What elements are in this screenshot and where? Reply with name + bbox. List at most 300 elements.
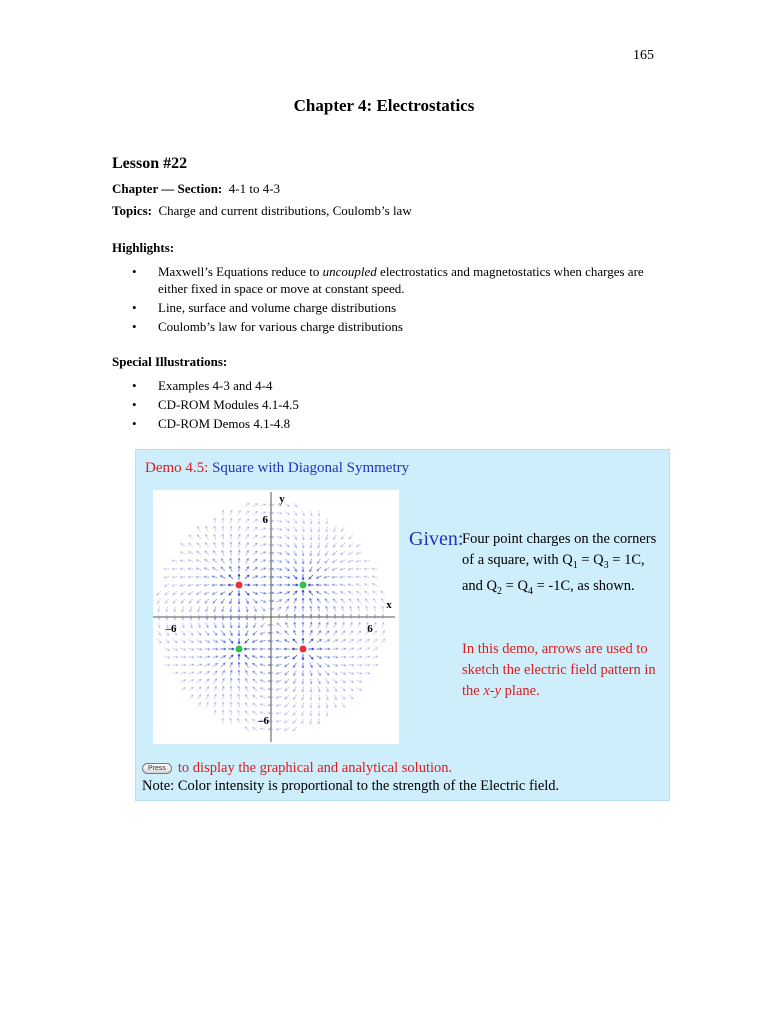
field-arrow <box>181 631 184 635</box>
field-arrow <box>246 567 249 572</box>
field-arrow <box>238 630 240 635</box>
field-arrow <box>238 574 240 579</box>
field-arrow <box>334 702 336 707</box>
highlight-item-3: Coulomb’s law for various charge distributions <box>158 319 403 334</box>
field-arrow <box>356 664 361 666</box>
field-arrow <box>197 535 200 539</box>
field-arrow <box>293 519 296 523</box>
field-arrow <box>165 584 170 587</box>
field-arrow <box>340 576 345 578</box>
field-arrow <box>222 542 224 547</box>
field-arrow <box>341 687 345 691</box>
field-arrow <box>332 568 337 570</box>
field-arrow <box>196 664 201 666</box>
field-arrow <box>180 664 185 666</box>
field-arrow <box>188 664 193 666</box>
field-arrow <box>230 718 232 723</box>
field-arrow <box>332 656 337 658</box>
field-arrow <box>277 623 281 627</box>
field-arrow <box>302 678 304 683</box>
field-arrow <box>198 527 201 532</box>
field-arrow <box>238 719 241 724</box>
field-arrow <box>188 584 193 586</box>
field-arrow <box>213 679 216 684</box>
field-arrow <box>206 606 208 611</box>
field-arrow <box>286 607 289 612</box>
field-plot-svg <box>153 490 399 744</box>
field-arrow <box>198 703 201 708</box>
field-arrow <box>253 687 257 691</box>
field-arrow <box>302 719 305 724</box>
field-arrow <box>318 678 320 683</box>
field-arrow <box>325 631 329 635</box>
field-arrow <box>342 622 344 627</box>
field-arrow <box>204 648 209 650</box>
field-arrow <box>181 688 186 691</box>
given-sub-1: 1 <box>572 559 578 571</box>
field-arrow <box>350 622 352 627</box>
field-arrow <box>188 560 193 562</box>
field-arrow <box>326 622 328 627</box>
field-arrow <box>349 695 353 699</box>
field-arrow <box>229 591 233 595</box>
field-arrow <box>302 526 304 531</box>
field-arrow <box>356 552 361 554</box>
field-arrow <box>372 576 377 578</box>
field-arrow <box>189 680 194 683</box>
field-arrow <box>197 592 202 595</box>
field-arrow <box>246 606 248 611</box>
field-arrow <box>197 543 201 547</box>
field-arrow <box>340 568 345 570</box>
field-arrow <box>253 527 257 530</box>
field-arrow <box>318 559 321 564</box>
field-arrow <box>172 664 177 666</box>
chapter-section-line <box>112 181 280 197</box>
field-arrow <box>326 526 328 531</box>
field-arrow <box>260 688 265 690</box>
demo-panel <box>135 449 670 801</box>
charge-q4 <box>236 646 243 653</box>
field-arrow <box>253 511 258 514</box>
field-arrow <box>245 591 249 595</box>
field-arrow <box>358 622 360 627</box>
field-arrow <box>365 648 370 650</box>
field-arrow <box>341 551 345 554</box>
highlight-item <box>112 299 672 316</box>
field-arrow <box>317 599 320 603</box>
charge-q2 <box>300 582 307 589</box>
field-arrow <box>340 584 345 586</box>
field-arrow <box>180 584 185 586</box>
field-arrow <box>349 640 354 643</box>
field-arrow <box>205 543 208 547</box>
field-arrow <box>158 599 161 604</box>
field-arrow <box>221 567 225 571</box>
field-arrow <box>293 575 297 579</box>
field-arrow <box>181 639 185 642</box>
field-arrow <box>229 639 233 643</box>
field-arrow <box>357 639 361 642</box>
field-arrow <box>356 648 361 650</box>
field-arrow <box>334 622 336 627</box>
field-arrow <box>260 648 265 650</box>
field-arrow <box>190 606 192 611</box>
field-arrow <box>214 710 216 715</box>
field-plot <box>153 490 399 744</box>
field-arrow <box>222 678 224 683</box>
field-arrow <box>285 543 289 547</box>
field-arrow <box>382 622 384 627</box>
field-arrow <box>174 606 176 611</box>
field-arrow <box>357 599 360 603</box>
field-arrow <box>188 568 193 570</box>
field-arrow <box>238 590 240 595</box>
field-arrow <box>285 703 289 706</box>
field-arrow <box>326 710 328 715</box>
field-arrow <box>222 718 224 723</box>
field-arrow <box>220 584 225 586</box>
field-arrow <box>205 631 209 635</box>
field-arrow <box>318 542 320 547</box>
field-arrow <box>293 655 297 659</box>
field-arrow <box>261 632 266 635</box>
field-arrow <box>340 656 345 658</box>
field-arrow <box>350 606 352 611</box>
field-arrow <box>228 648 233 650</box>
field-arrow <box>230 598 232 603</box>
field-arrow <box>302 590 304 595</box>
field-arrow <box>373 599 376 604</box>
field-arrow <box>253 519 257 522</box>
field-arrow <box>286 623 289 628</box>
field-arrow <box>238 662 240 667</box>
field-arrow <box>246 559 249 564</box>
y-max-label: 6 <box>262 514 268 526</box>
highlight-item-1-italic: uncoupled <box>322 264 377 279</box>
field-arrow <box>253 567 257 570</box>
field-arrow <box>310 598 312 603</box>
field-arrow <box>197 631 201 635</box>
field-arrow <box>253 663 257 666</box>
field-arrow <box>246 695 249 700</box>
field-arrow <box>222 534 224 539</box>
field-arrow <box>285 551 289 555</box>
field-arrow <box>302 711 304 716</box>
x-min-label: –6 <box>165 623 177 635</box>
field-arrow <box>222 606 224 611</box>
field-arrow <box>310 534 312 539</box>
field-arrow <box>326 687 329 692</box>
field-arrow <box>212 656 217 658</box>
charge-q1 <box>236 582 243 589</box>
field-arrow <box>238 702 240 707</box>
field-arrow <box>181 591 185 594</box>
field-arrow <box>294 671 297 676</box>
field-arrow <box>318 534 320 539</box>
field-arrow <box>294 687 297 692</box>
field-arrow <box>302 686 304 691</box>
field-arrow <box>221 656 226 658</box>
field-arrow <box>308 584 313 586</box>
field-arrow <box>253 543 257 547</box>
field-arrow <box>349 687 353 690</box>
field-arrow <box>238 511 241 516</box>
field-arrow <box>238 550 240 555</box>
field-arrow <box>230 606 232 611</box>
field-arrow <box>213 592 218 595</box>
field-arrow <box>196 576 201 578</box>
field-arrow <box>173 584 178 586</box>
field-arrow <box>309 639 313 643</box>
field-arrow <box>253 631 257 635</box>
chapter-section-value: 4-1 to 4-3 <box>228 181 281 196</box>
field-arrow <box>276 640 281 642</box>
given-part-3: = 1C, and Q <box>462 552 645 594</box>
field-arrow <box>302 550 304 555</box>
field-arrow <box>276 712 281 714</box>
field-arrow <box>349 543 353 546</box>
x-axis-label: x <box>386 599 392 611</box>
field-arrow <box>189 631 193 635</box>
field-arrow <box>221 640 226 643</box>
field-arrow <box>310 510 312 515</box>
field-arrow <box>189 599 193 603</box>
field-arrow <box>221 631 224 635</box>
field-arrow <box>318 686 320 691</box>
field-arrow <box>189 535 193 539</box>
field-arrow <box>356 576 361 578</box>
field-arrow <box>293 511 297 515</box>
field-arrow <box>366 606 368 611</box>
field-arrow <box>310 678 312 683</box>
highlights-heading: Highlights: <box>112 240 175 255</box>
field-arrow <box>238 558 240 563</box>
field-arrow <box>285 631 289 635</box>
field-arrow <box>221 592 226 595</box>
field-arrow <box>204 568 209 570</box>
field-arrow <box>332 576 337 578</box>
field-arrow <box>341 599 345 603</box>
special-illustrations-heading: Special Illustrations: <box>112 354 228 369</box>
x-max-label: 6 <box>367 623 373 635</box>
field-arrow <box>302 622 304 627</box>
field-arrow <box>230 622 232 627</box>
field-arrow <box>214 526 216 531</box>
field-arrow <box>245 503 249 507</box>
topics-label: Topics: <box>112 203 152 218</box>
field-arrow <box>166 606 168 611</box>
field-arrow <box>294 599 297 604</box>
field-arrow <box>230 686 232 691</box>
field-arrow <box>214 694 216 699</box>
field-arrow <box>245 711 248 715</box>
field-arrow <box>214 622 216 627</box>
field-arrow <box>356 584 361 586</box>
field-arrow <box>245 527 248 531</box>
field-arrow <box>310 567 312 572</box>
field-arrow <box>222 710 224 715</box>
field-arrow <box>276 728 281 730</box>
field-arrow <box>342 527 345 532</box>
field-arrow <box>260 544 265 546</box>
field-arrow <box>294 567 297 572</box>
field-arrow <box>276 680 281 682</box>
field-arrow <box>285 535 289 539</box>
field-arrow <box>276 560 281 562</box>
field-arrow <box>334 606 336 611</box>
field-arrow <box>372 656 377 658</box>
field-arrow <box>180 576 185 578</box>
field-arrow <box>238 542 240 547</box>
field-arrow <box>205 671 210 674</box>
field-arrow <box>213 631 217 635</box>
field-arrow <box>158 622 160 627</box>
field-arrow <box>382 606 384 611</box>
field-arrow <box>212 648 217 650</box>
field-arrow <box>333 640 338 643</box>
field-arrow <box>333 671 338 674</box>
field-arrow <box>246 551 249 556</box>
field-arrow <box>325 568 330 571</box>
field-arrow <box>341 535 344 539</box>
field-arrow <box>206 535 209 540</box>
field-arrow <box>173 648 178 650</box>
field-arrow <box>302 662 304 667</box>
field-arrow <box>310 670 312 675</box>
field-arrow <box>365 584 370 586</box>
highlight-item-1-before: Maxwell’s Equations reduce to <box>158 264 323 279</box>
field-arrow <box>302 542 304 547</box>
field-arrow <box>302 694 304 699</box>
lesson-title: Lesson #22 <box>112 155 188 172</box>
field-arrow <box>165 599 168 604</box>
field-arrow <box>230 510 232 515</box>
field-arrow <box>213 599 217 603</box>
field-arrow <box>318 526 320 531</box>
field-arrow <box>204 664 209 666</box>
field-arrow <box>294 543 297 548</box>
field-arrow <box>230 526 232 531</box>
given-sub-2: 2 <box>497 585 503 597</box>
field-arrow <box>260 568 265 570</box>
field-arrow <box>276 696 281 698</box>
field-arrow <box>230 518 232 523</box>
field-arrow <box>373 584 378 587</box>
field-arrow <box>294 606 296 611</box>
field-arrow <box>260 528 265 530</box>
field-arrow <box>325 551 328 556</box>
field-arrow <box>302 638 304 643</box>
special-item <box>112 415 672 432</box>
field-arrow <box>252 656 257 658</box>
field-arrow <box>316 648 321 650</box>
field-arrow <box>238 566 240 571</box>
field-arrow <box>284 584 289 586</box>
field-arrow <box>276 528 281 530</box>
field-arrow <box>253 719 258 722</box>
field-arrow <box>205 679 209 683</box>
field-arrow <box>173 591 177 594</box>
field-arrow <box>365 599 368 603</box>
field-arrow <box>333 599 337 603</box>
field-arrow <box>172 576 177 578</box>
field-arrow <box>222 510 224 515</box>
field-arrow <box>245 655 249 659</box>
field-arrow <box>188 648 193 650</box>
field-arrow <box>310 550 312 555</box>
field-arrow <box>317 576 322 578</box>
field-arrow <box>310 542 312 547</box>
field-arrow <box>230 567 232 572</box>
field-arrow <box>324 576 329 578</box>
field-arrow <box>293 711 296 715</box>
given-part-4: = Q <box>502 577 528 594</box>
field-arrow <box>165 591 169 595</box>
field-arrow <box>253 551 257 555</box>
field-arrow <box>317 567 321 571</box>
field-arrow <box>284 648 289 650</box>
field-arrow <box>325 599 329 603</box>
field-arrow <box>253 679 257 683</box>
field-arrow <box>206 695 209 700</box>
field-arrow <box>164 568 169 570</box>
field-arrow <box>229 655 233 659</box>
field-arrow <box>204 576 209 578</box>
field-arrow <box>372 664 377 666</box>
field-arrow <box>246 535 249 540</box>
given-part-1: Four point charges on the corners of a square, with Q <box>462 531 657 568</box>
field-arrow <box>285 695 289 699</box>
field-arrow <box>260 592 265 594</box>
field-arrow <box>221 576 226 578</box>
field-arrow <box>374 606 376 611</box>
field-arrow <box>245 519 248 523</box>
field-arrow <box>294 535 297 540</box>
demo-name: Square with Diagonal Symmetry <box>212 460 410 476</box>
field-arrow <box>285 592 290 595</box>
field-arrow <box>326 702 328 707</box>
field-arrow <box>325 592 330 595</box>
field-arrow <box>253 671 257 675</box>
field-arrow <box>260 728 265 730</box>
field-arrow <box>230 702 232 707</box>
field-arrow <box>277 607 281 611</box>
field-arrow <box>222 686 224 691</box>
field-arrow <box>318 550 320 555</box>
field-arrow <box>309 655 313 659</box>
field-arrow <box>172 656 177 658</box>
demo-note: Note: Color intensity is proportional to the strength of the Electric field. <box>142 778 560 794</box>
field-arrow <box>302 558 304 563</box>
field-arrow <box>356 656 361 658</box>
field-arrow <box>285 567 289 570</box>
press-button[interactable]: Press <box>142 763 172 774</box>
field-arrow <box>260 560 265 562</box>
field-arrow <box>341 560 346 563</box>
field-arrow <box>302 534 304 539</box>
field-arrow <box>245 703 248 707</box>
field-arrow <box>285 671 289 675</box>
field-arrow <box>294 559 297 564</box>
field-arrow <box>302 511 305 516</box>
field-arrow <box>188 656 193 658</box>
field-arrow <box>205 592 210 595</box>
field-arrow <box>260 680 265 682</box>
field-arrow <box>180 560 185 562</box>
field-arrow <box>253 703 257 706</box>
field-arrow <box>261 600 266 603</box>
